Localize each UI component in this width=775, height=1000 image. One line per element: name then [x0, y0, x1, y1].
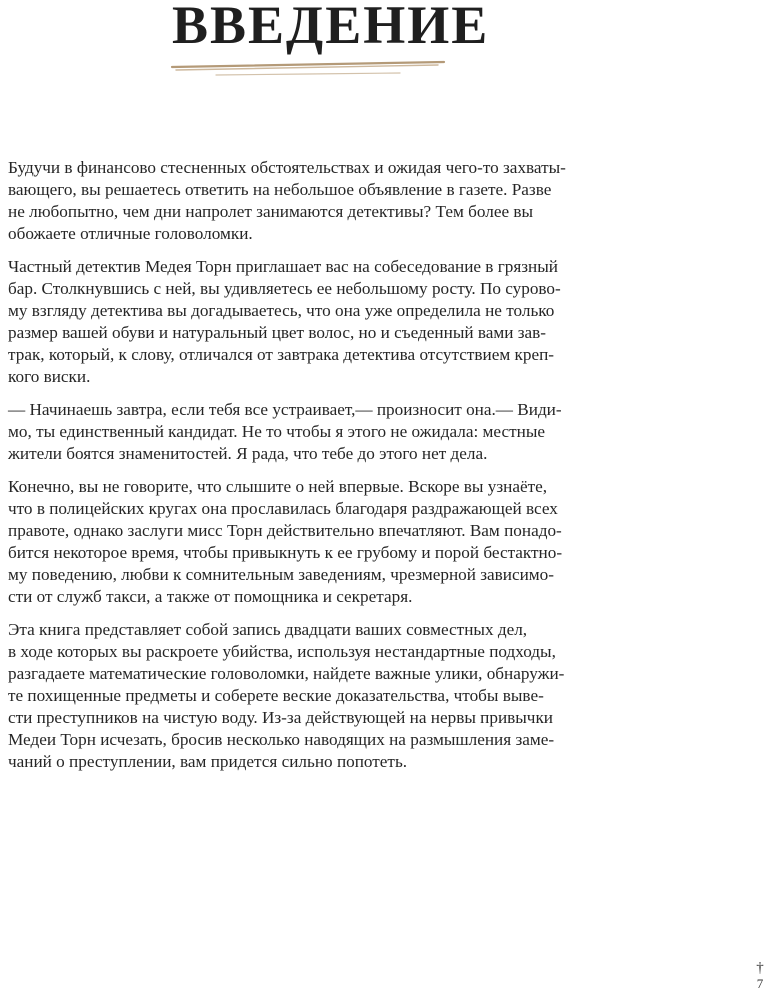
text-line: разгадаете математические головоломки, найдете важные улики, обнаружи- — [8, 664, 565, 683]
text-line: сти преступников на чистую воду. Из-за действующей на нервы привычки — [8, 708, 554, 727]
body-text — [8, 157, 613, 784]
text-line: обожаете отличные головоломки. — [8, 224, 253, 243]
text-line: сти от служб такси, а также от помощника и секретаря. — [8, 587, 413, 606]
text-line: что в полицейских кругах она прославилась благодаря раздражающей всех — [8, 499, 558, 518]
dagger-icon: † — [756, 960, 764, 976]
text-line: бится некоторое время, чтобы привыкнуть к ее грубому и порой бестактно- — [8, 543, 563, 562]
text-line: мо, ты единственный кандидат. Не то чтобы я этого не ожидала: местные — [8, 422, 545, 441]
text-line: в ходе которых вы раскроете убийства, используя нестандартные подходы, — [8, 642, 556, 661]
text-line: правоте, однако заслуги мисс Торн действительно впечатляют. Вам понадо- — [8, 521, 562, 540]
text-line: те похищенные предметы и соберете веские доказательства, чтобы выве- — [8, 686, 544, 705]
text-line: — Начинаешь завтра, если тебя все устраивает,— произносит она.— Види- — [8, 400, 562, 419]
text-line: бар. Столкнувшись с ней, вы удивляетесь ее небольшому росту. По сурово- — [8, 279, 561, 298]
chapter-title: ВВЕДЕНИЕ — [172, 0, 490, 55]
text-line: Будучи в финансово стесненных обстоятельствах и ожидая чего-то захваты- — [8, 158, 566, 177]
paragraph-3 — [8, 399, 613, 465]
text-line: жители боятся знаменитостей. Я рада, что тебе до этого нет дела. — [8, 444, 488, 463]
page-number: 7 — [756, 976, 764, 991]
text-line: кого виски. — [8, 367, 91, 386]
text-line: не любопытно, чем дни напролет занимаются детективы? Тем более вы — [8, 202, 534, 221]
title-underline-decoration — [168, 58, 448, 80]
paragraph-5 — [8, 619, 613, 773]
text-line: Эта книга представляет собой запись двадцати ваших совместных дел, — [8, 620, 528, 639]
text-line: вающего, вы решаетесь ответить на небольшое объявление в газете. Разве — [8, 180, 552, 199]
page-folio — [753, 960, 767, 992]
text-line: му поведению, любви к сомнительным заведениям, чрезмерной зависимо- — [8, 565, 554, 584]
text-line: чаний о преступлении, вам придется сильно попотеть. — [8, 752, 408, 771]
paragraph-4 — [8, 476, 613, 608]
text-line: му взгляду детектива вы догадываетесь, что она уже определила не только — [8, 301, 555, 320]
text-line: Медеи Торн исчезать, бросив несколько наводящих на размышления заме- — [8, 730, 555, 749]
text-line: Частный детектив Медея Торн приглашает вас на собеседование в грязный — [8, 257, 559, 276]
paragraph-2 — [8, 256, 613, 388]
text-line: размер вашей обуви и натуральный цвет волос, но и съеденный вами зав- — [8, 323, 547, 342]
text-line: Конечно, вы не говорите, что слышите о ней впервые. Вскоре вы узнаёте, — [8, 477, 548, 496]
text-line: трак, который, к слову, отличался от завтрака детектива отсутствием креп- — [8, 345, 554, 364]
paragraph-1 — [8, 157, 613, 245]
